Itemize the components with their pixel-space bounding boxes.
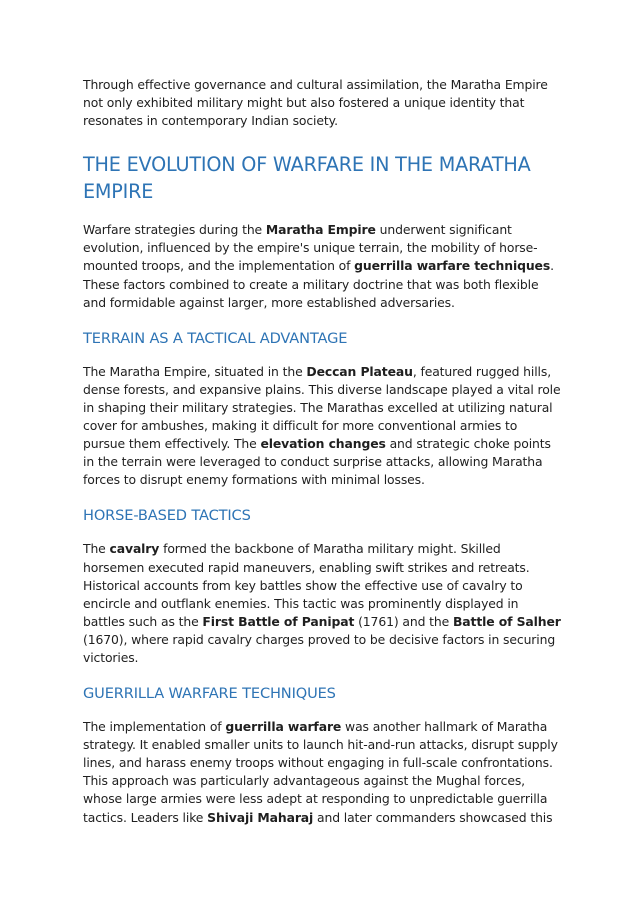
bold-term: guerrilla warfare techniques xyxy=(354,258,551,274)
terrain-heading: TERRAIN AS A TACTICAL ADVANTAGE xyxy=(83,329,348,347)
guerrilla-heading: GUERRILLA WARFARE TECHNIQUES xyxy=(83,685,336,703)
bold-term: cavalry xyxy=(109,541,160,557)
guerrilla-paragraph: The implementation of guerrilla warfare was another hallmark of Maratha strategy. It enabled smaller units to launch hit-and-run attacks, disrupt supply lines, and harass enemy troops without engaging in full-scale confrontations. This approach was particularly advantageous against the Mughal forces, whose large armies were less adept at responding to unpredictable guerrilla tactics. Leaders like Shivaji Maharaj and later commanders showcased this xyxy=(83,719,558,825)
horse-tactics-paragraph: The cavalry formed the backbone of Maratha military might. Skilled horsemen executed rapid maneuvers, enabling swift strikes and retreats. Historical accounts from key battles show the effective use of cavalry to encircle and outflank enemies. This tactic was prominently displayed in battles such as the First Battle of Panipat (1761) and the Battle of Salher (1670), where rapid cavalry charges proved to be decisive factors in securing victories. xyxy=(83,541,561,665)
horse-tactics-heading: HORSE-BASED TACTICS xyxy=(83,507,251,525)
bold-term: elevation changes xyxy=(260,436,386,452)
main-section-heading: THE EVOLUTION OF WARFARE IN THE MARATHA EMPIRE xyxy=(83,153,531,203)
intro-paragraph: Through effective governance and cultural assimilation, the Maratha Empire not only exhibited military might but also fostered a unique identity that resonates in contemporary Indian society. xyxy=(83,77,548,129)
bold-term: guerrilla warfare xyxy=(225,719,342,735)
document-page xyxy=(83,76,561,827)
bold-term: Deccan Plateau xyxy=(306,363,413,379)
bold-term: Maratha Empire xyxy=(265,222,376,238)
bold-term: First Battle of Panipat xyxy=(202,613,355,629)
warfare-paragraph: Warfare strategies during the Maratha Empire underwent significant evolution, influenced by the empire's unique terrain, the mobility of horse-mounted troops, and the implementation of guerrilla warfare techniques. These factors combined to create a military doctrine that was both flexible and formidable against larger, more established adversaries. xyxy=(83,222,554,310)
bold-term: Shivaji Maharaj xyxy=(207,809,314,825)
bold-term: Battle of Salher xyxy=(452,613,561,629)
terrain-paragraph: The Maratha Empire, situated in the Deccan Plateau, featured rugged hills, dense forests, and expansive plains. This diverse landscape played a vital role in shaping their military strategies. The Marathas excelled at utilizing natural cover for ambushes, making it difficult for more conventional armies to pursue them effectively. The elevation changes and strategic choke points in the terrain were leveraged to conduct surprise attacks, allowing Maratha forces to disrupt enemy formations with minimal losses. xyxy=(83,363,561,488)
